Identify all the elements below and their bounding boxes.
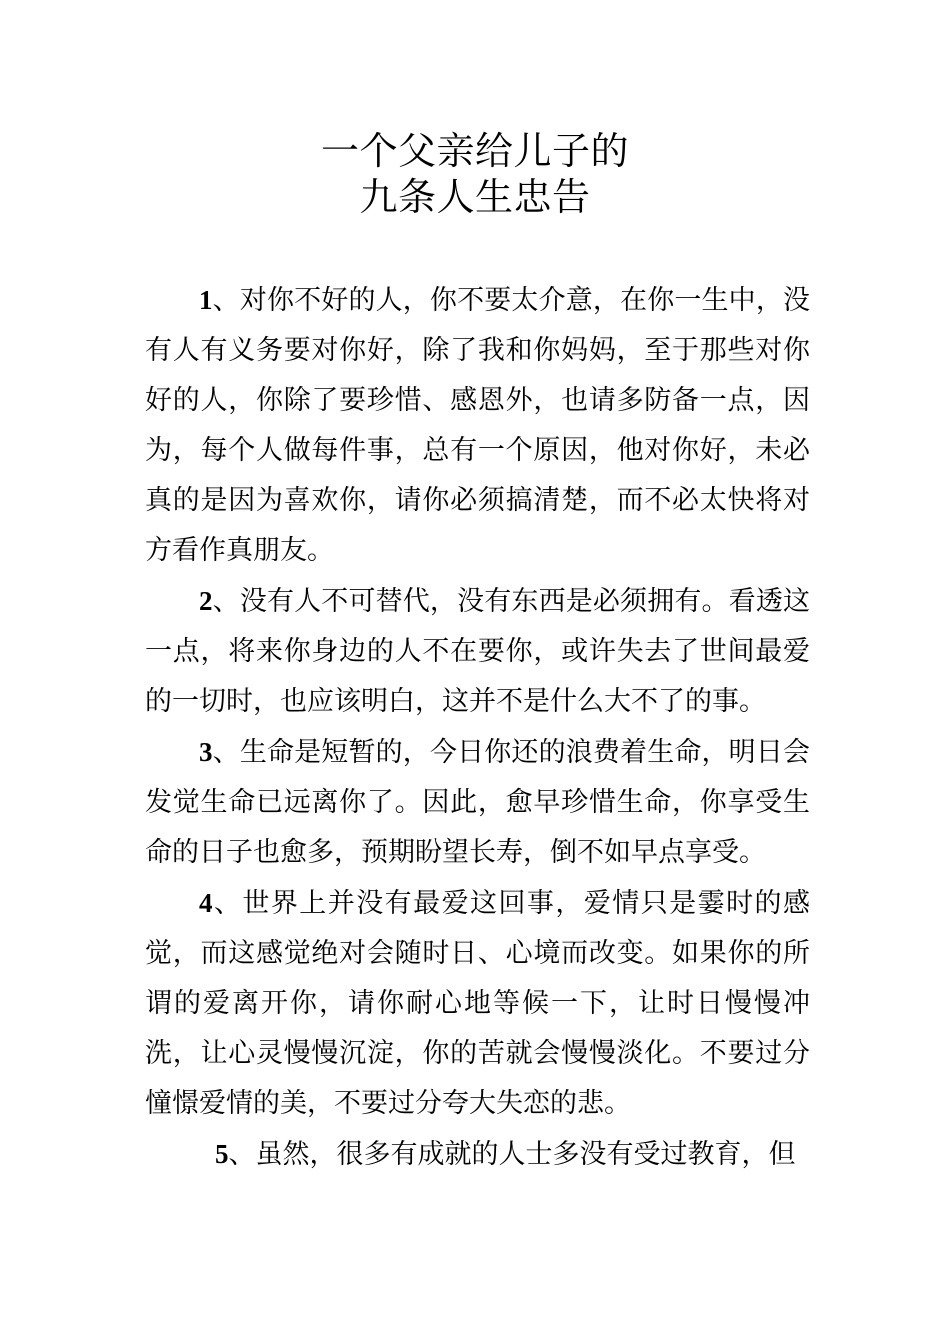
paragraph-text: 、世界上并没有最爱这回事，爱情只是霎时的感觉，而这感觉绝对会随时日、心境而改变。如果你的所谓的爱离开你，请你耐心地等候一下，让时日慢慢冲洗，让心灵慢慢沉淀，你的苦就会慢慢淡化。不要过分憧憬爱情的美，不要过分夸大失恋的悲。 (145, 888, 810, 1119)
paragraph-text: 、对你不好的人，你不要太介意，在你一生中，没有人有义务要对你好，除了我和你妈妈，至于那些对你好的人，你除了要珍惜、感恩外，也请多防备一点，因为，每个人做每件事，总有一个原因，他对你好，未必真的是因为喜欢你，请你必须搞清楚，而不必太快将对方看作真朋友。 (145, 285, 810, 566)
title-line-2: 九条人生忠告 (359, 175, 591, 219)
paragraph-text: 、没有人不可替代，没有东西是必须拥有。看透这一点，将来你身边的人不在要你，或许失去了世间最爱的一切时，也应该明白，这并不是什么大不了的事。 (145, 586, 810, 717)
paragraph-text: 、虽然，很多有成就的人士多没有受过教育，但 (228, 1139, 796, 1170)
paragraph-number: 3 (199, 737, 213, 767)
advice-paragraph-3 (145, 727, 810, 878)
paragraph-number: 1 (199, 285, 213, 315)
advice-paragraph-1 (145, 275, 810, 576)
title-line-1: 一个父亲给儿子的 (320, 129, 629, 173)
paragraph-number: 4 (199, 888, 213, 918)
paragraph-text: 、生命是短暂的，今日你还的浪费着生命，明日会发觉生命已远离你了。因此，愈早珍惜生命，你享受生命的日子也愈多，预期盼望长寿，倒不如早点享受。 (145, 737, 810, 868)
advice-paragraph-4 (145, 878, 810, 1129)
document-body (145, 275, 810, 1180)
advice-paragraph-5 (145, 1129, 810, 1180)
paragraph-number: 5 (215, 1139, 229, 1169)
document-title (0, 128, 950, 220)
advice-paragraph-2 (145, 576, 810, 727)
paragraph-number: 2 (199, 586, 213, 616)
